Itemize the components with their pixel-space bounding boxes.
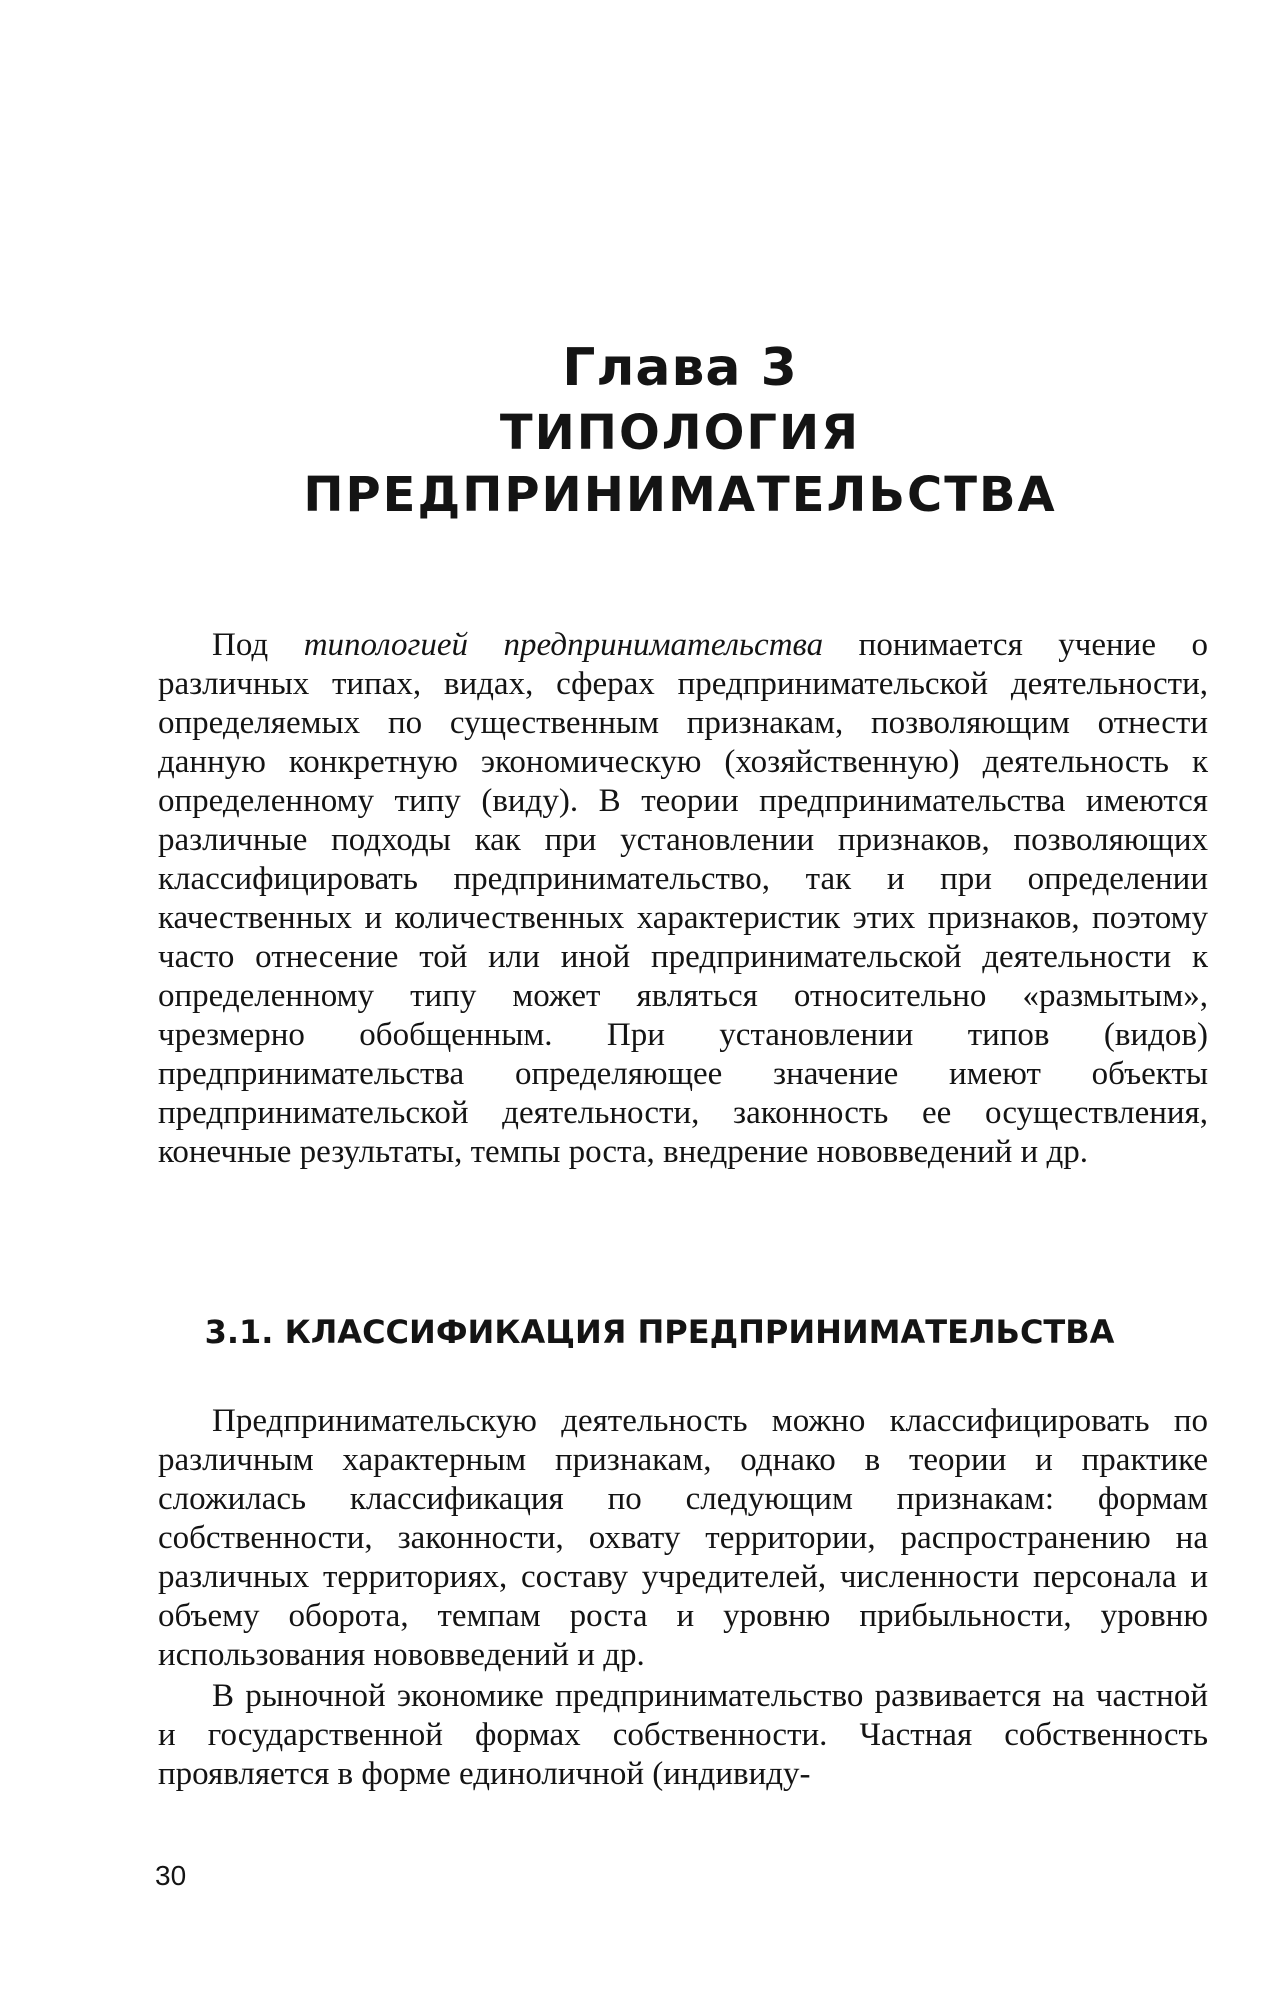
section-heading: 3.1. КЛАССИФИКАЦИЯ ПРЕДПРИНИМАТЕЛЬСТВА [204,1313,1115,1351]
chapter-title-line-1: ТИПОЛОГИЯ [499,405,861,461]
intro-emphasis-term: типологией предпринимательства [303,627,824,663]
intro-paragraph [158,626,1208,1172]
intro-paragraph-block [158,626,1208,1172]
intro-lead: Под [212,627,304,663]
intro-text: понимается учение о различных типах, видах, сферах предпринимательской деятельности, определяемых по существенным признакам, позволяющим отнести данную конкретную экономическую (хозяйственную) деятельность к определенному типу (виду). В теории предпринимательства имеются различные подходы как при установлении признаков, позволяющих классифицировать предпринимательство, так и при определении качественных и количественных характеристик этих признаков, поэтому часто отнесение той или иной предпринимательской деятельности к определенному типу может являться относительно «размытым», чрезмерно обобщенным. При установлении типов (видов) предпринимательства определяющее значение имеют объекты предпринимательской деятельности, законность ее осуществления, конечные результаты, темпы роста, внедрение нововведений и др. [158,627,1208,1170]
page-number: 30 [155,1860,187,1891]
chapter-title-line-2: ПРЕДПРИНИМАТЕЛЬСТВА [303,467,1057,523]
section-paragraph-2: В рыночной экономике предпринимательство развивается на частной и государственной формах собственности. Частная собственность проявляется в форме единоличной (индивиду- [158,1678,1208,1792]
section-paragraph-1: Предпринимательскую деятельность можно классифицировать по различным характерным признакам, однако в теории и практике сложилась классификация по следующим признакам: формам собственности, законности, охвату территории, распространению на различных территориях, составу учредителей, численности персонала и объему оборота, темпам роста и уровню прибыльности, уровню использования нововведений и др. [158,1403,1208,1673]
section-body [158,1402,1208,1794]
chapter-number: Глава 3 [562,338,798,398]
